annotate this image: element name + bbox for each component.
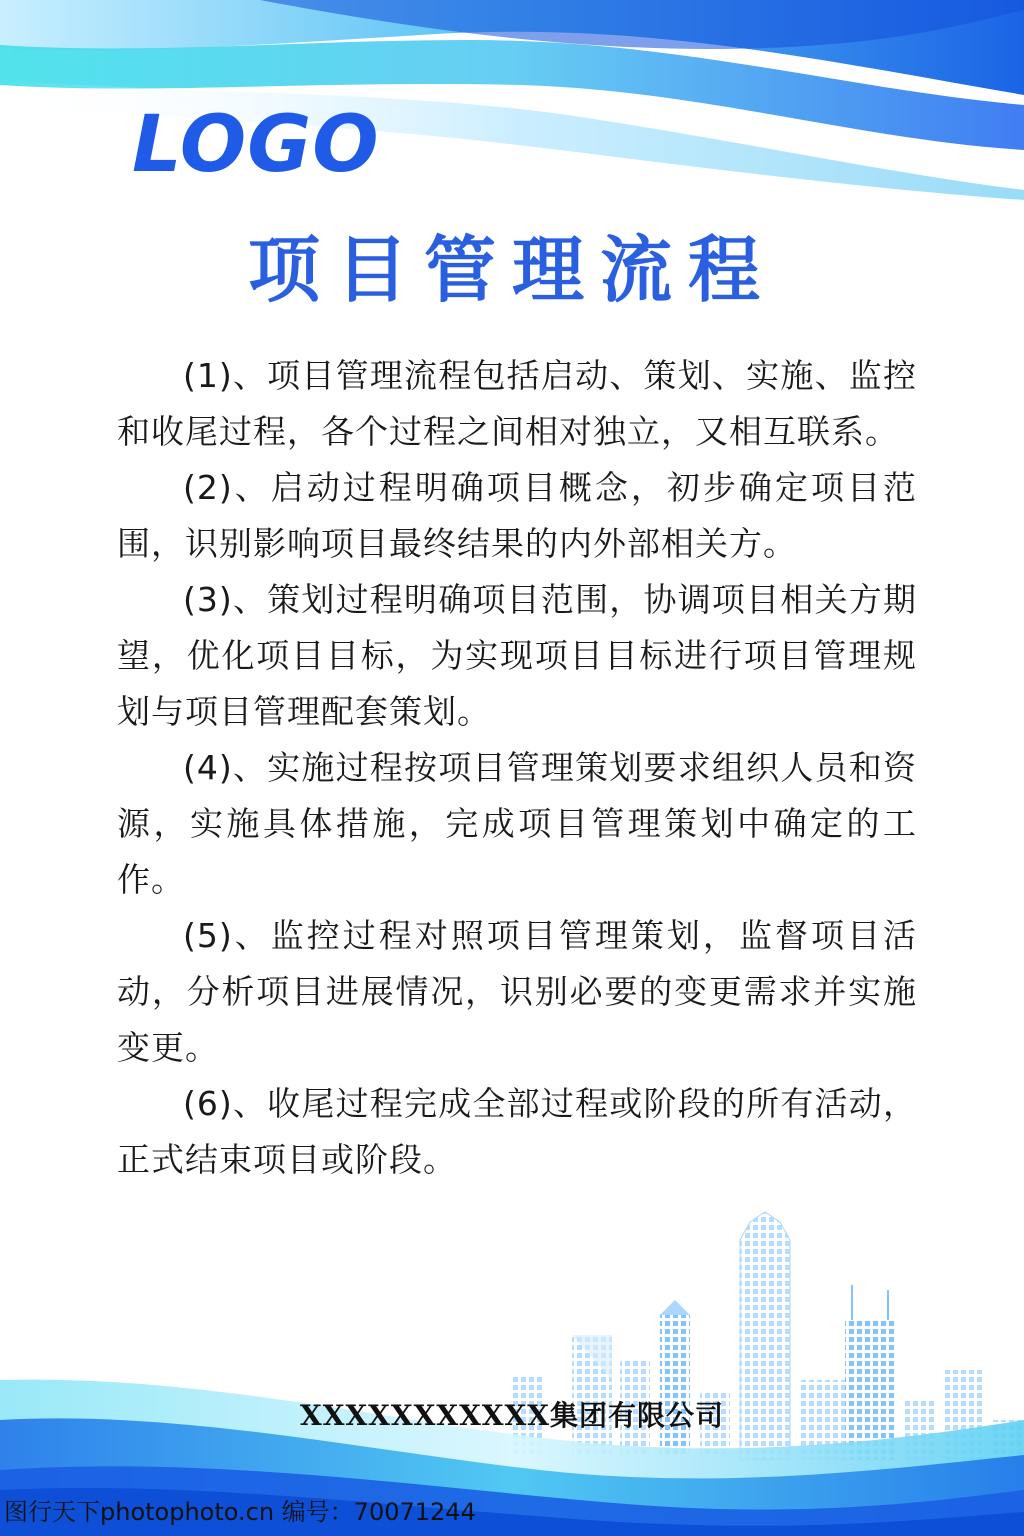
paragraph-3: (3)、策划过程明确项目范围，协调项目相关方期望，优化项目目标，为实现项目目标进行项目管理规划与项目管理配套策划。 [117, 580, 917, 731]
paragraph-4: (4)、实施过程按项目管理策划要求组织人员和资源，实施具体措施，完成项目管理策划中确定的工作。 [117, 748, 917, 899]
paragraph-5: (5)、监控过程对照项目管理策划，监督项目活动，分析项目进展情况，识别必要的变更需求并实施变更。 [117, 916, 917, 1067]
logo-text: LOGO [132, 100, 380, 190]
page-title: 项目管理流程 [247, 227, 776, 312]
paragraph-2: (2)、启动过程明确项目概念，初步确定项目范围，识别影响项目最终结果的内外部相关方。 [117, 468, 917, 563]
company-name: XXXXXXXXXXX集团有限公司 [300, 1399, 724, 1432]
content-body [117, 348, 917, 1188]
paragraph-1: (1)、项目管理流程包括启动、策划、实施、监控和收尾过程，各个过程之间相对独立，又相互联系。 [117, 356, 917, 451]
paragraph-6: (6)、收尾过程完成全部过程或阶段的所有活动，正式结束项目或阶段。 [117, 1084, 917, 1179]
watermark-text: 图行天下photophoto.cn 编号：70071244 [4, 1498, 476, 1526]
watermark-bar [0, 1490, 1024, 1536]
